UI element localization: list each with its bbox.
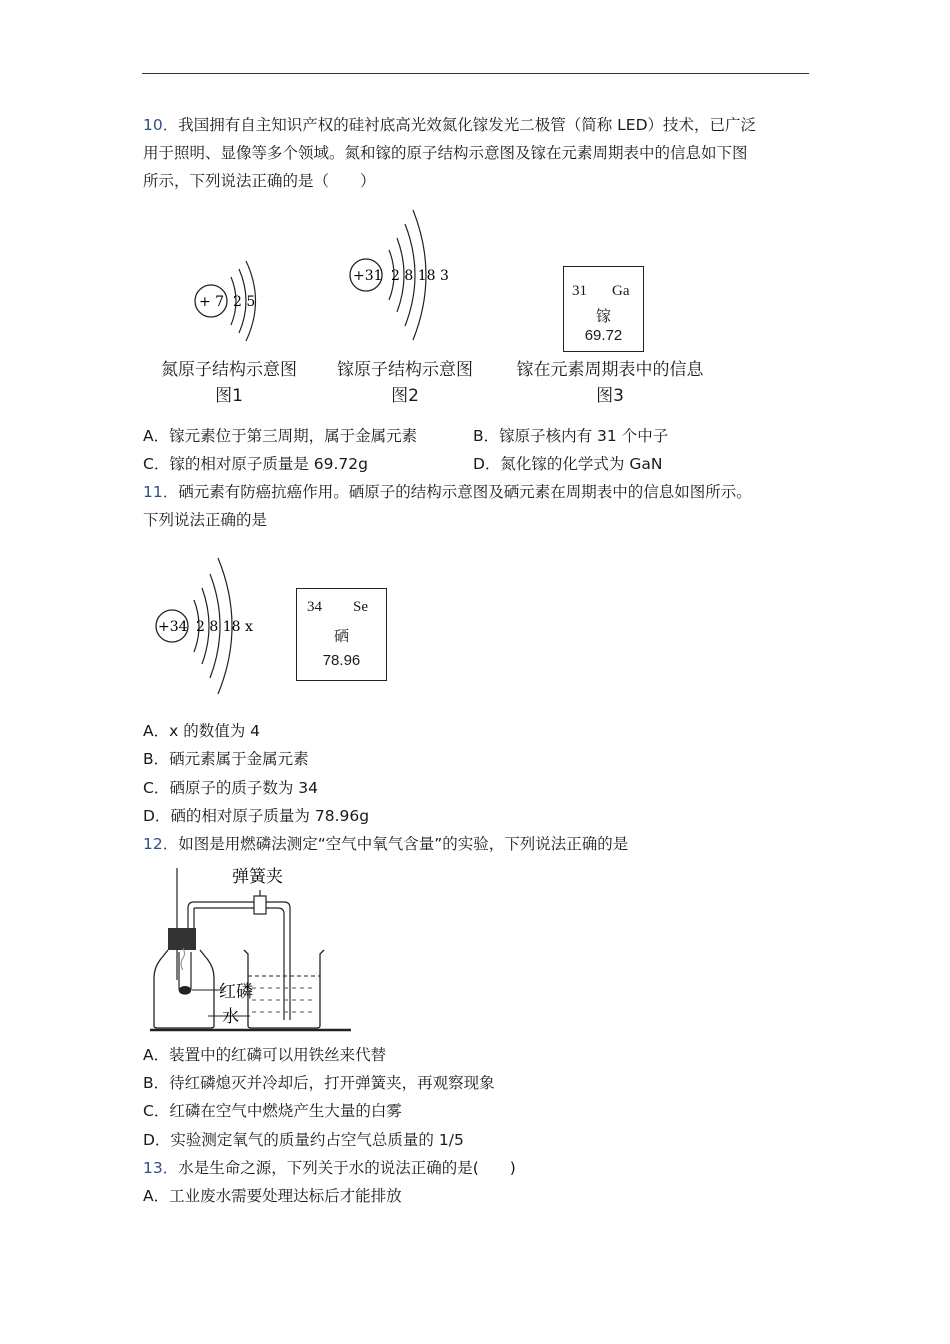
- q10-option-a: A．镓元素位于第三周期，属于金属元素: [143, 427, 418, 445]
- selenium-atom-diagram: [150, 550, 270, 700]
- q11-number: 11．: [143, 483, 179, 501]
- q13-number: 13．: [143, 1159, 179, 1177]
- selenium-mass: 78.96: [322, 652, 361, 669]
- phosphorus-apparatus-diagram: [146, 860, 356, 1035]
- nitrogen-shells: 2 5: [233, 294, 256, 310]
- gallium-atomic-number: 31: [572, 283, 587, 299]
- gallium-symbol: Ga: [612, 283, 630, 299]
- selenium-atomic-number: 34: [307, 599, 322, 615]
- fig2-label: 图2: [391, 386, 419, 406]
- gallium-element-cell: [563, 266, 644, 352]
- gallium-nucleus: +31: [353, 268, 383, 284]
- gallium-atom-diagram: [345, 202, 455, 352]
- q12-option-c: C．红磷在空气中燃烧产生大量的白雾: [143, 1102, 402, 1120]
- q11-line-2: 下列说法正确的是: [143, 511, 268, 529]
- q10-option-d: D．氮化镓的化学式为 GaN: [473, 455, 663, 473]
- header-rule: [142, 73, 809, 74]
- gallium-mass: 69.72: [584, 327, 623, 344]
- q10-number: 10．: [143, 116, 179, 134]
- gallium-shells: 2 8 18 3: [391, 268, 449, 284]
- selenium-nucleus: +34: [158, 619, 188, 635]
- q13-option-a: A．工业废水需要处理达标后才能排放: [143, 1187, 402, 1205]
- q10-line-3: 所示，下列说法正确的是（ ）: [143, 172, 376, 190]
- q12-line-1: 12．如图是用燃磷法测定“空气中氧气含量”的实验，下列说法正确的是: [143, 835, 629, 853]
- nitrogen-nucleus: + 7: [199, 294, 225, 310]
- selenium-name: 硒: [333, 627, 349, 645]
- q12-option-a: A．装置中的红磷可以用铁丝来代替: [143, 1046, 387, 1064]
- phosphorus-label: 红磷: [219, 982, 253, 1002]
- selenium-symbol: Se: [353, 599, 368, 615]
- q11-line-1: 11．硒元素有防癌抗癌作用。硒原子的结构示意图及硒元素在周期表中的信息如图所示。: [143, 483, 752, 501]
- selenium-shells: 2 8 18 x: [196, 619, 253, 635]
- q12-number: 12．: [143, 835, 179, 853]
- gallium-name: 镓: [595, 307, 611, 325]
- q11-option-b: B．硒元素属于金属元素: [143, 750, 309, 768]
- clamp-label: 弹簧夹: [232, 867, 283, 887]
- q12-option-d: D．实验测定氧气的质量约占空气总质量的 1/5: [143, 1131, 464, 1149]
- q13-line-1: 13．水是生命之源，下列关于水的说法正确的是( ): [143, 1159, 516, 1177]
- q10-line-2: 用于照明、显像等多个领域。氮和镓的原子结构示意图及镓在元素周期表中的信息如下图: [143, 144, 748, 162]
- nitrogen-atom-diagram: [185, 255, 275, 350]
- q11-option-a: A．x 的数值为 4: [143, 722, 260, 740]
- selenium-element-cell: [296, 588, 387, 681]
- q11-option-d: D．硒的相对原子质量为 78.96g: [143, 807, 370, 825]
- fig3-caption: 镓在元素周期表中的信息: [516, 360, 704, 380]
- water-label: 水: [222, 1007, 239, 1027]
- q10-line-1: 10．我国拥有自主知识产权的硅衬底高光效氮化镓发光二极管（简称 LED）技术，已广泛: [143, 116, 757, 134]
- fig3-label: 图3: [596, 386, 624, 406]
- fig1-caption: 氮原子结构示意图: [161, 360, 297, 380]
- q12-option-b: B．待红磷熄灭并冷却后，打开弹簧夹，再观察现象: [143, 1074, 495, 1092]
- q10-option-b: B．镓原子核内有 31 个中子: [473, 427, 669, 445]
- fig2-caption: 镓原子结构示意图: [337, 360, 473, 380]
- q11-option-c: C．硒原子的质子数为 34: [143, 779, 318, 797]
- q10-option-c: C．镓的相对原子质量是 69.72g: [143, 455, 368, 473]
- fig1-label: 图1: [215, 386, 243, 406]
